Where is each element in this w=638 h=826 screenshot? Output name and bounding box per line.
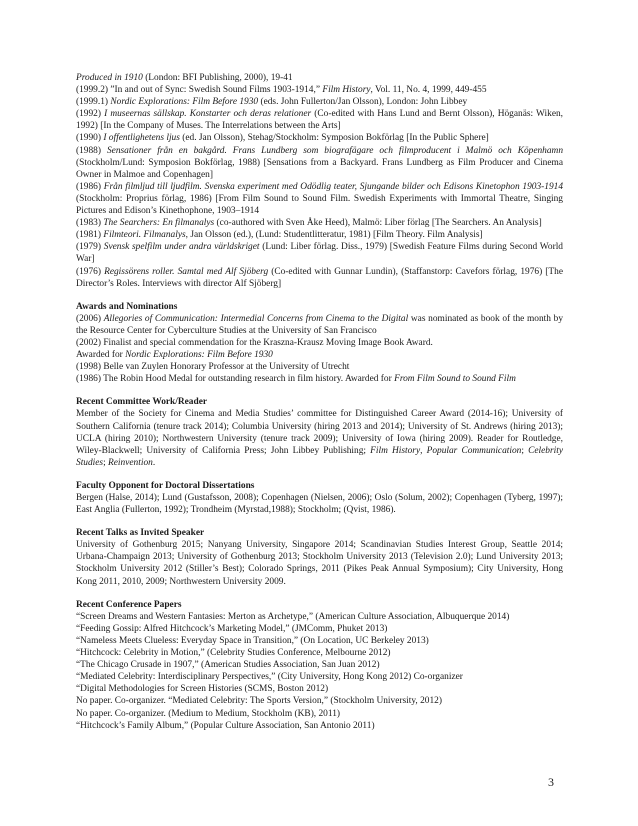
conference-entry: “Feeding Gossip: Alfred Hitchcock’s Marketing Model,” (JMComm, Phuket 2013) (76, 623, 388, 634)
publication-entry: (1990) I offentlighetens ljus (ed. Jan Olsson), Stehag/Stockholm: Symposion Bokförlag [In the Public Sphere] (76, 133, 489, 144)
page-number: 3 (548, 775, 554, 789)
award-entry: (1998) Belle van Zuylen Honorary Professor at the University of Utrecht (76, 362, 350, 373)
award-entry: (1986) The Robin Hood Medal for outstanding research in film history. Awarded for From Film Sound to Sound Film (76, 374, 516, 385)
publication-entry: (1979) Svensk spelfilm under andra världskriget (Lund: Liber förlag. Diss., 1979) [Swedish Feature Films during Second World War] (76, 242, 563, 265)
conference-entry: No paper. Co-organizer. (Medium to Medium, Stockholm (KB), 2011) (76, 708, 341, 719)
conference-entry: “Hitchcock’s Family Album,” (Popular Culture Association, San Antonio 2011) (76, 720, 375, 731)
conference-entry: “Digital Methodologies for Screen Histories (SCMS, Boston 2012) (76, 684, 329, 695)
opponent-text: Bergen (Halse, 2014); Lund (Gustafsson, 2008); Copenhagen (Nielsen, 2006); Oslo (Solum, 2002); Copenhagen (Tyberg, 1997); East Anglia (Fullerton, 1992); Trondheim (Myrstad,1988); Stockholm; (Qvist, 1986). (76, 493, 563, 516)
publication-entry: (1992) I museernas sällskap. Konstarter och deras relationer (Co-edited with Hans Lund and Bernt Olsson), Höganäs: Wiken, 1992) [In the Company of Muses. The Interrelations between the Arts] (76, 109, 564, 132)
committee-heading: Recent Committee Work/Reader (76, 397, 208, 408)
opponent-section (76, 480, 563, 516)
talks-heading: Recent Talks as Invited Speaker (76, 528, 205, 539)
awards-section (76, 301, 563, 386)
publication-entry: (1981) Filmteori. Filmanalys, Jan Olsson (ed.), (Lund: Studentlitteratur, 1981) [Film Theory. Film Analysis] (76, 230, 483, 241)
conference-entry: “Screen Dreams and Western Fantasies: Merton as Archetype,” (American Culture Association, Albuquerque 2014) (76, 611, 510, 622)
publication-entry: (1976) Regissörens roller. Samtal med Alf Sjöberg (Co-edited with Gunnar Lundin), (Staffanstorp: Cavefors förlag, 1976) [The Director’s Roles. Interviews with director Alf Sjöberg] (76, 266, 563, 289)
award-entry: (2006) Allegories of Communication: Intermedial Concerns from Cinema to the Digital was nominated as book of the month by the Resource Center for Cyberculture Studies at the University of San Francisco (76, 313, 564, 336)
talks-text: University of Gothenburg 2015; Nanyang University, Singapore 2014; Scandinavian Studies Interest Group, Seattle 2014; Urbana-Champaign 2013; University of Gothenburg 2013; Stockholm University 2013 (Television 2.0); Lund University 2013; Stockholm University 2012 (Stiller’s Best); Colorado Springs, 2011 (Pikes Peak Annual Symposium); City University, Hong Kong 2011, 2010, 2009; Northwestern University 2009. (76, 540, 563, 587)
conference-entry: “Nameless Meets Clueless: Everyday Space in Transition,” (On Location, UC Berkeley 2013) (76, 635, 429, 646)
conference-section (76, 599, 563, 732)
award-entry: Awarded for Nordic Explorations: Film Before 1930 (76, 350, 273, 361)
publication-entry: (1999.1) Nordic Explorations: Film Before 1930 (eds. John Fullerton/Jan Olsson), London: John Libbey (76, 97, 468, 108)
publications-list (76, 72, 563, 290)
conference-entry: No paper. Co-organizer. “Mediated Celebrity: The Sports Version,” (Stockholm University, 2012) (76, 696, 442, 707)
talks-section (76, 527, 563, 587)
publication-entry: (1983) The Searchers: En filmanalys (co-authored with Sven Åke Heed), Malmö: Liber förlag [The Searchers. An Analysis] (76, 218, 542, 229)
cv-content (76, 72, 563, 732)
publication-entry: (1999.2) ”In and out of Sync: Swedish Sound Films 1903-1914,” Film History, Vol. 11, No. 4, 1999, 449-455 (76, 85, 487, 96)
award-entry: (2002) Finalist and special commendation for the Kraszna-Krausz Moving Image Book Award. (76, 337, 433, 348)
conference-entry: “Mediated Celebrity: Interdisciplinary Perspectives,” (City University, Hong Kong 2012) Co-organizer (76, 672, 463, 683)
committee-section (76, 396, 563, 469)
conference-entry: “Hitchcock: Celebrity in Motion,” (Celebrity Studies Conference, Melbourne 2012) (76, 648, 391, 659)
opponent-heading: Faculty Opponent for Doctoral Dissertations (76, 480, 255, 491)
awards-heading: Awards and Nominations (76, 301, 178, 312)
conference-entry: “The Chicago Crusade in 1907,” (American Studies Association, San Juan 2012) (76, 660, 380, 671)
committee-text: Member of the Society for Cinema and Media Studies’ committee for Distinguished Career Award (2014-16); University of Southern California (tenure track 2014); Columbia University (hiring 2013 and 2014); University of St. Andrews (hiring 2013); UCLA (hiring 2010); Northwestern University (tenure track 2009); University of Iowa (hiring 2009). Reader for Routledge, Wiley-Blackwell; University of California Press; John Libbey Publishing; Film History, Popular Communication; Celebrity Studies; Reinvention. (76, 409, 563, 468)
conference-heading: Recent Conference Papers (76, 599, 182, 610)
publication-entry: Produced in 1910 (London: BFI Publishing, 2000), 19-41 (76, 73, 293, 83)
publication-entry: (1986) Från filmljud till ljudfilm. Svenska experiment med Odödlig teater, Sjungande bilder och Edisons Kinetophon 1903-1914 (Stockholm: Proprius förlag, 1986) [From Film Sound to Sound Film. Swedish Experiments with Immortal Theatre, Singing Pictures and Edison’s Kinethophone, 1903–1914 (76, 181, 564, 217)
publication-entry: (1988) Sensationer från en bakgård. Frans Lundberg som biografägare och filmproducent i Malmö och Köpenhamn (Stockholm/Lund: Symposion Bokförlag, 1988) [Sensations from a Backyard. Frans Lundberg as Film Producer and Cinema Owner in Malmoe and Copenhagen] (76, 145, 564, 180)
